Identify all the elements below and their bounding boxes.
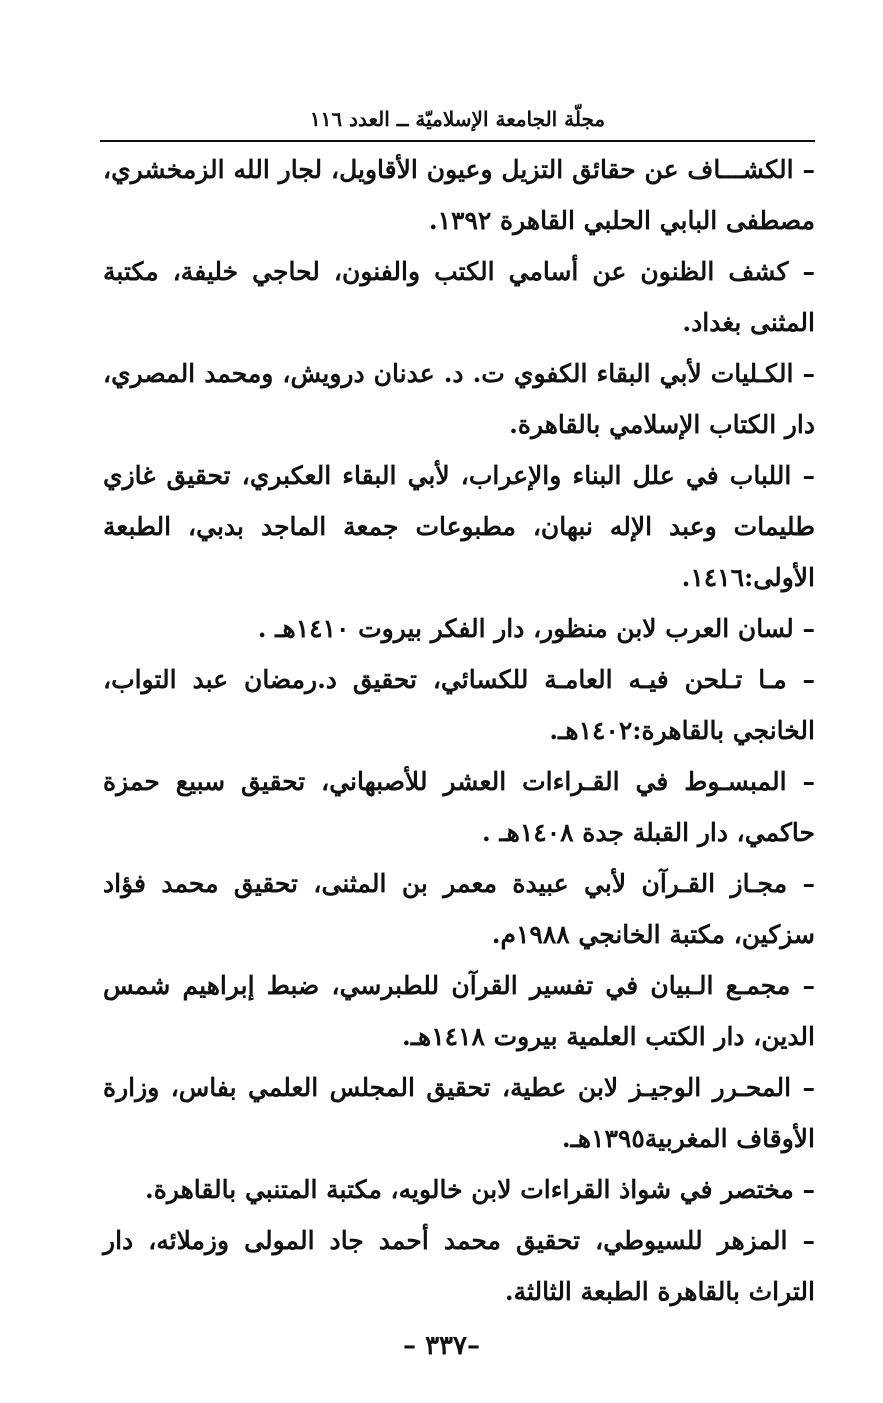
bibliography-entry: – اللباب في علل البناء والإعراب، لأبي البقاء العكبري، تحقيق غازي طليمات وعبد الإله نبهان، مطبوعات جمعة الماجد بدبي، الطبعة الأولى:١٤١٦.: [103, 461, 815, 592]
page-number: –٣٣٧ –: [403, 1331, 480, 1361]
header-divider: [100, 140, 815, 142]
bibliography-entry: – المزهر للسيوطي، تحقيق محمد أحمد جاد المولى وزملائه، دار التراث بالقاهرة الطبعة الثالثة.: [103, 1226, 815, 1306]
bibliography-entry: – مجمـع الـبيان في تفسير القرآن للطبرسي، ضبط إبراهيم شمس الدين، دار الكتب العلمية بيروت ١٤١٨هـ.: [103, 971, 815, 1051]
bibliography-entry: – الكـليات لأبي البقاء الكفوي ت. د. عدنان درويش، ومحمد المصري، دار الكتاب الإسلامي بالقاهرة.: [103, 359, 815, 439]
bibliography-entry: – مـا تـلحن فيـه العامـة للكسائي، تحقيق د.رمضان عبد التواب، الخانجي بالقاهرة:١٤٠٢هـ.: [103, 665, 815, 745]
bibliography-list: [103, 144, 815, 1317]
bibliography-entry: – كشف الظنون عن أسامي الكتب والفنون، لحاجي خليفة، مكتبة المثنى بغداد.: [103, 257, 815, 337]
bibliography-entry: – المبسـوط في القـراءات العشر للأصبهاني، تحقيق سبيع حمزة حاكمي، دار القبلة جدة ١٤٠٨هـ .: [103, 767, 815, 847]
journal-header: مجلّة الجامعة الإسلاميّة ــ العدد ١١٦: [309, 107, 606, 131]
bibliography-entry: – مجـاز القـرآن لأبي عبيدة معمر بن المثنى، تحقيق محمد فؤاد سزكين، مكتبة الخانجي ١٩٨٨م.: [103, 869, 815, 949]
bibliography-entry: – مختصر في شواذ القراءات لابن خالويه، مكتبة المتنبي بالقاهرة.: [145, 1175, 815, 1204]
bibliography-entry: – المحـرر الوجيـز لابن عطية، تحقيق المجلس العلمي بفاس، وزارة الأوقاف المغربية١٣٩٥هـ.: [103, 1073, 815, 1153]
bibliography-entry: – لسان العرب لابن منظور، دار الفكر بيروت ١٤١٠هـ .: [257, 614, 815, 643]
bibliography-entry: – الكشـــاف عن حقائق التزيل وعيون الأقاويل، لجار الله الزمخشري، مصطفى البابي الحلبي القاهرة ١٣٩٢.: [103, 155, 815, 235]
